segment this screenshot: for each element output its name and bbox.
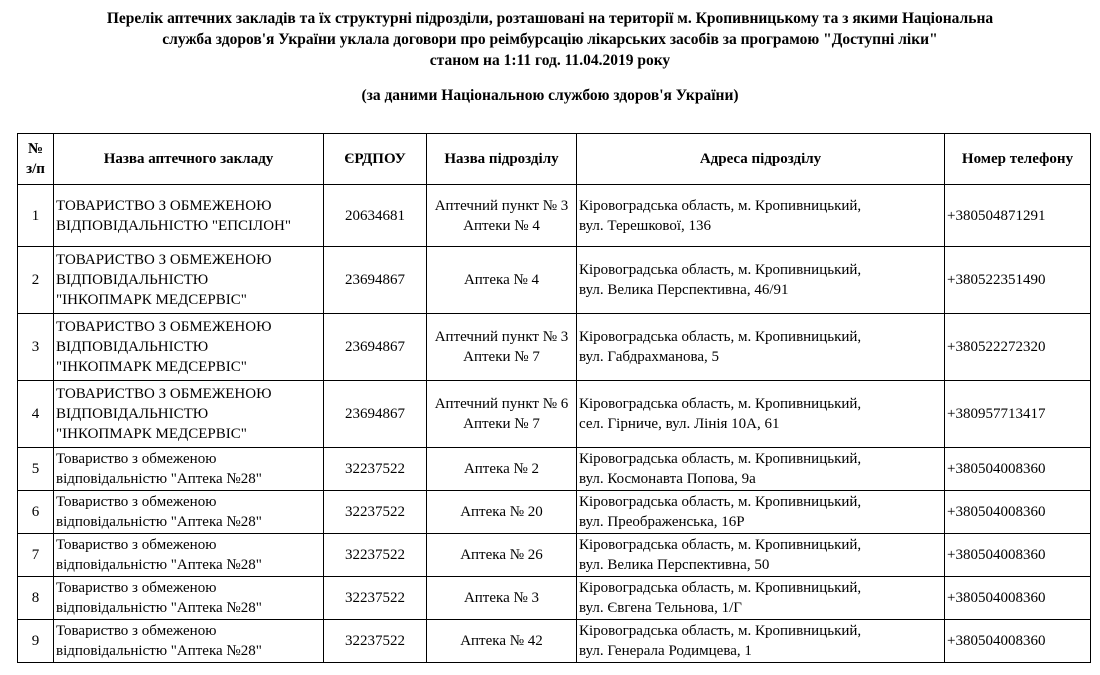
table-row [18, 620, 1091, 663]
phone-number: +380522351490 [945, 247, 1091, 314]
division-name [427, 620, 577, 663]
title-line: служба здоров'я України уклала договори про реімбурсацію лікарських засобів за програмою "Доступні ліки" [162, 31, 938, 48]
division-name [427, 534, 577, 577]
pharmacy-name-line: ВІДПОВІДАЛЬНІСТЮ [56, 339, 209, 355]
division-address [577, 314, 945, 381]
division-address-line: вул. Генерала Родимцева, 1 [579, 643, 752, 659]
row-number: 4 [18, 381, 54, 448]
edrpou-code: 23694867 [324, 314, 427, 381]
pharmacy-name-line: "ІНКОПМАРК МЕДСЕРВІС" [56, 426, 247, 442]
pharmacy-name-line: Товариство з обмеженою [56, 537, 217, 553]
pharmacy-name-line: відповідальністю "Аптека №28" [56, 600, 262, 616]
division-address-line: вул. Велика Перспективна, 46/91 [579, 282, 789, 298]
table-row [18, 577, 1091, 620]
edrpou-code: 32237522 [324, 534, 427, 577]
division-name [427, 185, 577, 247]
division-address-line: Кіровоградська область, м. Кропивницький, [579, 623, 862, 639]
table-row [18, 314, 1091, 381]
header-edrpou: ЄРДПОУ [324, 134, 427, 185]
table-body [18, 185, 1091, 663]
division-name-line: Аптечний пункт № 3 [434, 329, 569, 345]
header-number: № з/п [18, 134, 54, 185]
table-row [18, 247, 1091, 314]
edrpou-code: 32237522 [324, 620, 427, 663]
division-name-line: Аптека № 4 [463, 272, 540, 288]
header-phone: Номер телефону [945, 134, 1091, 185]
division-name-line: Аптечний пункт № 3 [434, 197, 569, 214]
pharmacy-name-line: ТОВАРИСТВО З ОБМЕЖЕНОЮ [56, 319, 272, 335]
table-row [18, 185, 1091, 247]
division-address-line: сел. Гірниче, вул. Лінія 10А, 61 [579, 416, 780, 432]
pharmacy-name-line: Товариство з обмеженою [56, 451, 217, 467]
division-name [427, 381, 577, 448]
division-name-line: Аптека № 2 [463, 461, 540, 477]
pharmacy-name-line: Товариство з обмеженою [56, 623, 217, 639]
division-address [577, 620, 945, 663]
division-address [577, 185, 945, 247]
pharmacy-name-line: відповідальністю "Аптека №28" [56, 557, 262, 573]
pharmacy-name-line: ТОВАРИСТВО З ОБМЕЖЕНОЮ [56, 386, 272, 402]
document-title [30, 0, 1070, 71]
table-row [18, 491, 1091, 534]
document-subtitle: (за даними Національною службою здоров'я України) [361, 87, 739, 104]
phone-number: +380957713417 [945, 381, 1091, 448]
pharmacy-table [17, 133, 1091, 663]
division-address-line: вул. Велика Перспективна, 50 [579, 557, 770, 573]
phone-number: +380504008360 [945, 448, 1091, 491]
edrpou-code: 20634681 [324, 185, 427, 247]
division-address-line: Кіровоградська область, м. Кропивницький, [579, 329, 862, 345]
pharmacy-name [54, 534, 324, 577]
division-address-line: Кіровоградська область, м. Кропивницький, [579, 537, 862, 553]
division-name [427, 491, 577, 534]
pharmacy-name-line: відповідальністю "Аптека №28" [56, 471, 262, 487]
pharmacy-name-line: Товариство з обмеженою [56, 494, 217, 510]
division-address [577, 448, 945, 491]
pharmacy-name-line: відповідальністю "Аптека №28" [56, 643, 262, 659]
division-name-line: Аптека № 3 [463, 590, 540, 606]
division-address-line: Кіровоградська область, м. Кропивницький, [579, 396, 862, 412]
phone-number: +380504008360 [945, 534, 1091, 577]
header-pharmacy-name: Назва аптечного закладу [54, 134, 324, 185]
division-address-line: вул. Космонавта Попова, 9а [579, 471, 756, 487]
phone-number: +380504008360 [945, 491, 1091, 534]
division-name-line: Аптеки № 4 [463, 217, 540, 234]
division-address-line: Кіровоградська область, м. Кропивницький, [579, 494, 862, 510]
pharmacy-name-line: ВІДПОВІДАЛЬНІСТЮ [56, 272, 209, 288]
pharmacy-name [54, 185, 324, 247]
row-number: 6 [18, 491, 54, 534]
division-address-line: Кіровоградська область, м. Кропивницький, [579, 580, 862, 596]
pharmacy-name-line: "ІНКОПМАРК МЕДСЕРВІС" [56, 359, 247, 375]
row-number: 5 [18, 448, 54, 491]
phone-number: +380504871291 [945, 185, 1091, 247]
row-number: 3 [18, 314, 54, 381]
division-name [427, 247, 577, 314]
table-row [18, 534, 1091, 577]
title-line: станом на 1:11 год. 11.04.2019 року [429, 52, 671, 69]
pharmacy-name [54, 247, 324, 314]
phone-number: +380504008360 [945, 620, 1091, 663]
pharmacy-name [54, 491, 324, 534]
division-address [577, 247, 945, 314]
pharmacy-name [54, 577, 324, 620]
division-name-line: Аптека № 20 [460, 504, 543, 520]
pharmacy-name [54, 448, 324, 491]
edrpou-code: 32237522 [324, 491, 427, 534]
pharmacy-name-line: ВІДПОВІДАЛЬНІСТЮ "ЕПСІЛОН" [56, 217, 291, 234]
table-row [18, 381, 1091, 448]
division-address-line: Кіровоградська область, м. Кропивницький, [579, 451, 862, 467]
division-address-line: вул. Євгена Тельнова, 1/Г [579, 600, 742, 616]
pharmacy-name-line: відповідальністю "Аптека №28" [56, 514, 262, 530]
division-address-line: вул. Преображенська, 16Р [579, 514, 745, 530]
pharmacy-name [54, 620, 324, 663]
row-number: 9 [18, 620, 54, 663]
phone-number: +380504008360 [945, 577, 1091, 620]
division-address [577, 491, 945, 534]
header-division: Назва підрозділу [427, 134, 577, 185]
header-address: Адреса підрозділу [577, 134, 945, 185]
division-address [577, 381, 945, 448]
division-name [427, 314, 577, 381]
division-name-line: Аптека № 26 [460, 547, 543, 563]
division-address [577, 577, 945, 620]
row-number: 8 [18, 577, 54, 620]
pharmacy-name-line: ТОВАРИСТВО З ОБМЕЖЕНОЮ [56, 197, 272, 214]
phone-number: +380522272320 [945, 314, 1091, 381]
division-name [427, 577, 577, 620]
division-name-line: Аптеки № 7 [463, 349, 540, 365]
division-address-line: Кіровоградська область, м. Кропивницький, [579, 262, 862, 278]
pharmacy-name [54, 314, 324, 381]
pharmacy-name-line: ТОВАРИСТВО З ОБМЕЖЕНОЮ [56, 252, 272, 268]
pharmacy-name-line: "ІНКОПМАРК МЕДСЕРВІС" [56, 292, 247, 308]
edrpou-code: 32237522 [324, 577, 427, 620]
division-address-line: вул. Терешкової, 136 [579, 217, 712, 234]
title-line: Перелік аптечних закладів та їх структурні підрозділи, розташовані на території м. Кропивницькому та з якими Національна [106, 10, 994, 27]
division-name-line: Аптечний пункт № 6 [434, 396, 569, 412]
division-name-line: Аптеки № 7 [463, 416, 540, 432]
edrpou-code: 23694867 [324, 381, 427, 448]
table-header-row [18, 134, 1091, 185]
pharmacy-name-line: ВІДПОВІДАЛЬНІСТЮ [56, 406, 209, 422]
table-row [18, 448, 1091, 491]
division-name-line: Аптека № 42 [460, 633, 543, 649]
edrpou-code: 32237522 [324, 448, 427, 491]
division-name [427, 448, 577, 491]
division-address-line: вул. Габдрахманова, 5 [579, 349, 720, 365]
pharmacy-name [54, 381, 324, 448]
division-address-line: Кіровоградська область, м. Кропивницький, [579, 197, 862, 214]
row-number: 2 [18, 247, 54, 314]
pharmacy-name-line: Товариство з обмеженою [56, 580, 217, 596]
row-number: 7 [18, 534, 54, 577]
edrpou-code: 23694867 [324, 247, 427, 314]
row-number: 1 [18, 185, 54, 247]
division-address [577, 534, 945, 577]
